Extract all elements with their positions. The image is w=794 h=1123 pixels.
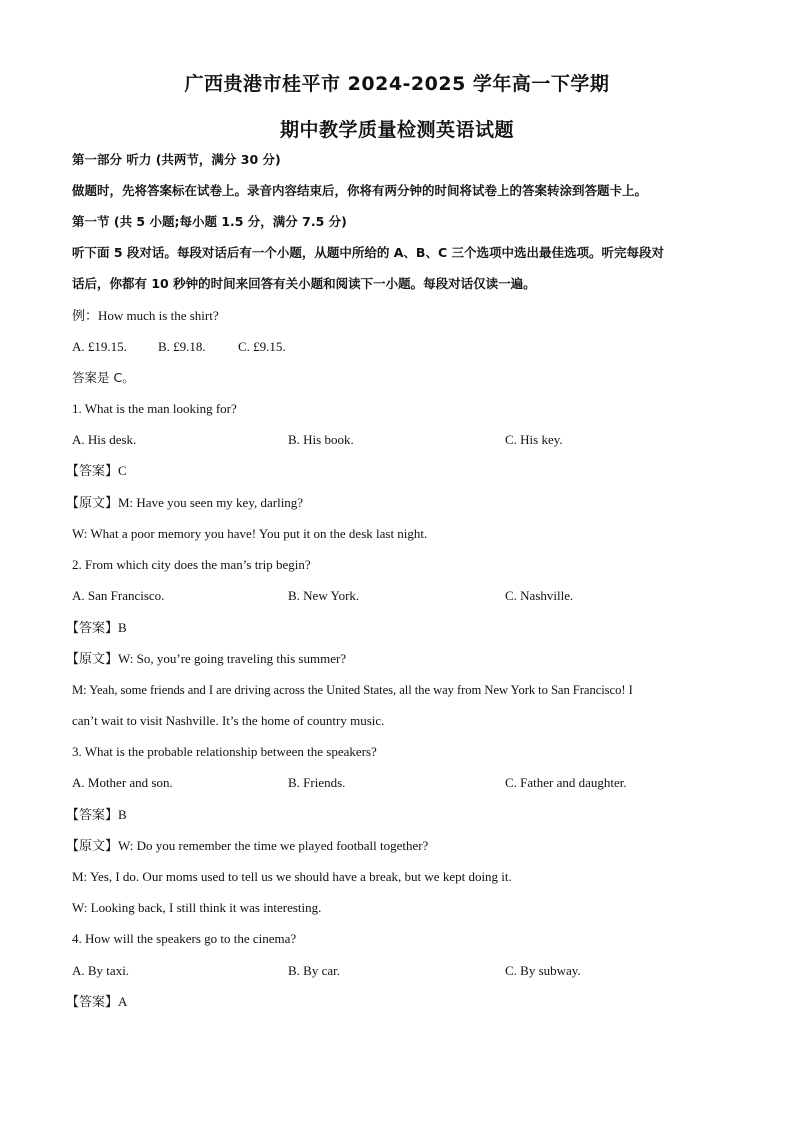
question-2-transcript-line-3: can’t wait to visit Nashville. It’s the home of country music.	[72, 713, 385, 728]
listening-instruction: 做题时，先将答案标在试卷上。录音内容结束后，你将有两分钟的时间将试卷上的答案转涂到答题卡上。	[72, 183, 648, 198]
section-heading: 第一节 (共 5 小题;每小题 1.5 分，满分 7.5 分)	[72, 214, 347, 229]
question-1: 1. What is the man looking for?	[72, 401, 237, 416]
question-3-transcript-line-1: 【原文】W: Do you remember the time we played football together?	[66, 838, 429, 853]
question-3-answer: 【答案】B	[66, 807, 127, 822]
question-3-transcript-line-2: M: Yes, I do. Our moms used to tell us we should have a break, but we kept doing it.	[72, 869, 512, 884]
question-2-option-c: C. Nashville.	[505, 588, 574, 603]
question-2-answer: 【答案】B	[66, 620, 127, 635]
question-2-option-b: B. New York.	[288, 588, 360, 603]
question-3-option-a: A. Mother and son.	[72, 775, 173, 790]
question-4-option-a: A. By taxi.	[72, 963, 130, 978]
question-1-option-b: B. His book.	[288, 432, 354, 447]
question-4-option-c: C. By subway.	[505, 963, 581, 978]
question-4-answer: 【答案】A	[66, 994, 128, 1009]
question-4-option-b: B. By car.	[288, 963, 340, 978]
part-heading: 第一部分 听力 (共两节，满分 30 分)	[72, 152, 281, 167]
question-2-transcript-line-2: M: Yeah, some friends and I are driving across the United States, all the way from New York to San Francisco! I	[72, 683, 633, 697]
section-instruction-line-2: 话后，你都有 10 秒钟的时间来回答有关小题和阅读下一小题。每段对话仅读一遍。	[72, 276, 536, 291]
question-1-option-c: C. His key.	[505, 432, 563, 447]
question-3: 3. What is the probable relationship between the speakers?	[72, 744, 377, 759]
question-2: 2. From which city does the man’s trip begin?	[72, 557, 311, 572]
example-option-a: A. £19.15.	[72, 339, 127, 354]
question-1-answer: 【答案】C	[66, 463, 127, 478]
exam-title-line-1: 广西贵港市桂平市 2024-2025 学年高一下学期	[184, 73, 610, 95]
question-3-transcript-line-3: W: Looking back, I still think it was interesting.	[72, 900, 322, 915]
question-4: 4. How will the speakers go to the cinema?	[72, 931, 297, 946]
section-instruction-line-1: 听下面 5 段对话。每段对话后有一个小题，从题中所给的 A、B、C 三个选项中选出最佳选项。听完每段对	[72, 245, 664, 260]
question-1-transcript-line-2: W: What a poor memory you have! You put it on the desk last night.	[72, 526, 428, 541]
example-answer: 答案是 C。	[72, 370, 135, 385]
example-question: 例：How much is the shirt?	[72, 308, 219, 323]
example-option-c: C. £9.15.	[238, 339, 286, 354]
question-3-option-b: B. Friends.	[288, 775, 346, 790]
example-option-b: B. £9.18.	[158, 339, 206, 354]
exam-title-line-2: 期中教学质量检测英语试题	[279, 119, 514, 141]
question-3-option-c: C. Father and daughter.	[505, 775, 627, 790]
question-1-transcript-line-1: 【原文】M: Have you seen my key, darling?	[66, 495, 304, 510]
question-2-transcript-line-1: 【原文】W: So, you’re going traveling this summer?	[66, 651, 347, 666]
question-2-option-a: A. San Francisco.	[72, 588, 165, 603]
question-1-option-a: A. His desk.	[72, 432, 137, 447]
